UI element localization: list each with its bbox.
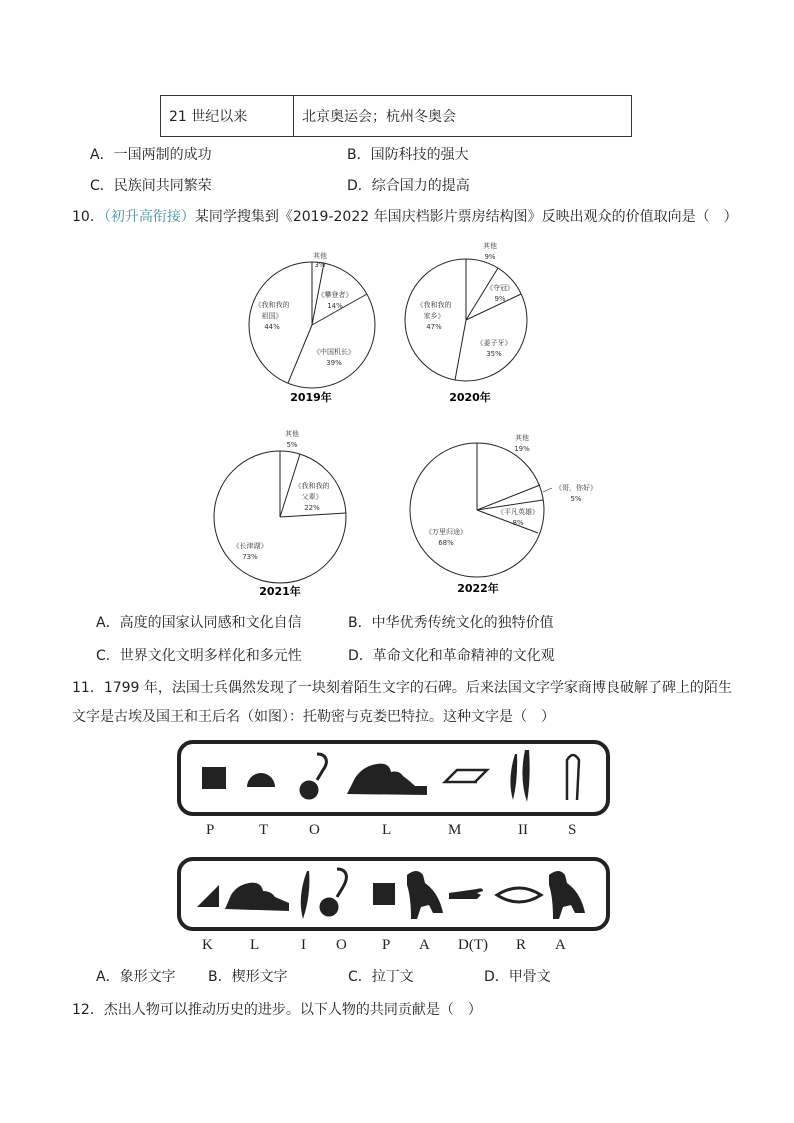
- pie-2021-label-1a: 《我和我的: [294, 482, 330, 490]
- pie-charts: [0, 230, 794, 610]
- pie-2019-value-2: 39%: [326, 359, 342, 367]
- pie-2021-value-2: 73%: [242, 553, 258, 561]
- q11-option-c: C．拉丁文: [348, 969, 414, 985]
- cartouche1-letter: L: [382, 822, 392, 838]
- q10-stem: [72, 206, 738, 226]
- pie-2019-label-other: 其他: [313, 252, 327, 260]
- cartouche-cleopatra-glyphs: [177, 857, 610, 931]
- glyph-hand-icon: [449, 888, 483, 899]
- cartouche1-letter: T: [259, 822, 269, 838]
- pie-2020: [405, 241, 527, 404]
- pie-2019-label-1: 《攀登者》: [317, 291, 353, 299]
- q11-stem-line2: 文字是古埃及国王和王后名（如图）：托勒密与克娄巴特拉。这种文字是（ ）: [72, 709, 555, 725]
- table-cell-events: 北京奥运会；杭州冬奥会: [293, 95, 632, 137]
- pie-2022-label-3: 《万里归途》: [425, 528, 467, 536]
- q9-option-c: C．民族间共同繁荣: [90, 178, 212, 194]
- pie-2022-label-other: 其他: [515, 434, 529, 442]
- cartouche1-letter: M: [448, 822, 462, 838]
- pie-2022-value-other: 19%: [514, 445, 530, 453]
- pie-2020-label-2: 《姜子牙》: [476, 339, 512, 347]
- pie-2020-value-1: 9%: [494, 295, 506, 303]
- pie-2021-label-2: 《长津湖》: [232, 542, 268, 550]
- cartouche2-letter: K: [202, 937, 213, 953]
- q9-option-b: B．国防科技的强大: [347, 147, 469, 163]
- glyph-square-icon: [202, 767, 226, 789]
- pie-2020-value-2: 35%: [486, 350, 502, 358]
- cartouche2-letter: I: [301, 937, 306, 953]
- pie-2021-label-other: 其他: [285, 430, 299, 438]
- cartouche2-letter: O: [336, 937, 347, 953]
- pie-2020-title: 2020年: [449, 391, 491, 404]
- pie-2020-label-other: 其他: [483, 242, 497, 250]
- pie-2019-value-other: 3%: [314, 261, 326, 269]
- q10-text: 某同学搜集到《2019-2022 年国庆档影片票房结构图》反映出观众的价值取向是（ ）: [194, 209, 738, 225]
- cartouche2-letter: A: [419, 937, 430, 953]
- q10-option-c: C．世界文化文明多样化和多元性: [96, 648, 302, 664]
- pie-2022: [410, 433, 597, 595]
- q10-option-d: D．革命文化和革命精神的文化观: [348, 648, 555, 664]
- pie-2021: [214, 429, 346, 598]
- pie-2020-value-3: 47%: [426, 323, 442, 331]
- pie-2022-label-1: 《哥，你好》: [555, 484, 597, 492]
- pie-2022-value-1: 5%: [570, 495, 582, 503]
- pie-2021-value-other: 5%: [286, 441, 298, 449]
- pie-2019-label-3a: 《我和我的: [254, 301, 290, 309]
- pie-2020-label-3a: 《我和我的: [416, 301, 452, 309]
- cartouche2-letter: R: [516, 937, 527, 953]
- q11-stem-line1: 11．1799 年，法国士兵偶然发现了一块刻着陌生文字的石碑。后来法国文字学家商博良破解了碑上的陌生: [72, 680, 732, 696]
- q9-option-d: D．综合国力的提高: [347, 178, 470, 194]
- glyph-reed-icon: [301, 871, 310, 919]
- glyph-lion-2-icon: [225, 883, 289, 911]
- pie-2021-label-1b: 父辈》: [301, 493, 323, 501]
- glyph-mouth-icon: [497, 888, 541, 902]
- pie-2021-value-1: 22%: [304, 504, 320, 512]
- glyph-square-2-icon: [373, 883, 395, 905]
- cartouche1-letter: S: [568, 822, 577, 838]
- glyph-folded-cloth-s-icon: [567, 755, 579, 800]
- cartouche2-letter: L: [250, 937, 260, 953]
- table-cell-period: 21 世纪以来: [160, 95, 294, 137]
- pie-2022-value-2: 8%: [512, 519, 524, 527]
- pie-2022-title: 2022年: [457, 582, 499, 595]
- pie-2019-value-1: 14%: [327, 302, 343, 310]
- glyph-reeds-icon: [510, 750, 529, 802]
- cartouche-ptolemy-glyphs: [177, 740, 610, 816]
- cartouche1-letter: O: [309, 822, 320, 838]
- pie-2019-label-2: 《中国机长》: [313, 348, 355, 356]
- cartouche2-letter: A: [555, 937, 566, 953]
- pie-2019-value-3: 44%: [264, 323, 280, 331]
- q12-stem: 12．杰出人物可以推动历史的进步。以下人物的共同贡献是（ ）: [72, 1002, 482, 1018]
- pie-2020-label-1: 《夺冠》: [486, 284, 514, 292]
- glyph-half-circle-icon: [247, 773, 275, 787]
- pie-2021-title: 2021年: [259, 585, 301, 598]
- glyph-vulture-2-icon: [549, 871, 585, 919]
- q10-number: 10．: [72, 209, 104, 225]
- pie-2022-value-3: 68%: [438, 539, 454, 547]
- pie-2022-label-2: 《平凡英雄》: [497, 508, 539, 516]
- pie-2019: [249, 251, 375, 404]
- pie-2019-title: 2019年: [290, 391, 332, 404]
- pie-2020-value-other: 9%: [484, 253, 496, 261]
- cartouche1-letter: II: [518, 822, 528, 838]
- glyph-triangle-icon: [197, 885, 219, 907]
- q10-option-b: B．中华优秀传统文化的独特价值: [348, 615, 554, 631]
- q11-option-a: A．象形文字: [96, 969, 176, 985]
- cartouche2-letter: P: [382, 937, 391, 953]
- glyph-lasso-2-icon: [321, 869, 346, 915]
- q10-option-a: A．高度的国家认同感和文化自信: [96, 615, 302, 631]
- q11-option-d: D．甲骨文: [484, 969, 551, 985]
- q11-option-b: B．楔形文字: [208, 969, 288, 985]
- glyph-vulture-icon: [407, 871, 443, 919]
- glyph-folded-cloth-icon: [445, 770, 487, 782]
- q10-tag: （初升高衔接）: [103, 209, 195, 225]
- glyph-lion-icon: [347, 764, 427, 795]
- pie-2020-label-3b: 家乡》: [423, 312, 445, 320]
- glyph-lasso-icon: [301, 754, 326, 798]
- cartouche2-letter: D(T): [458, 937, 488, 953]
- pie-2019-label-3b: 祖国》: [261, 312, 283, 320]
- cartouche1-letter: P: [206, 822, 215, 838]
- q9-option-a: A．一国两制的成功: [90, 147, 212, 163]
